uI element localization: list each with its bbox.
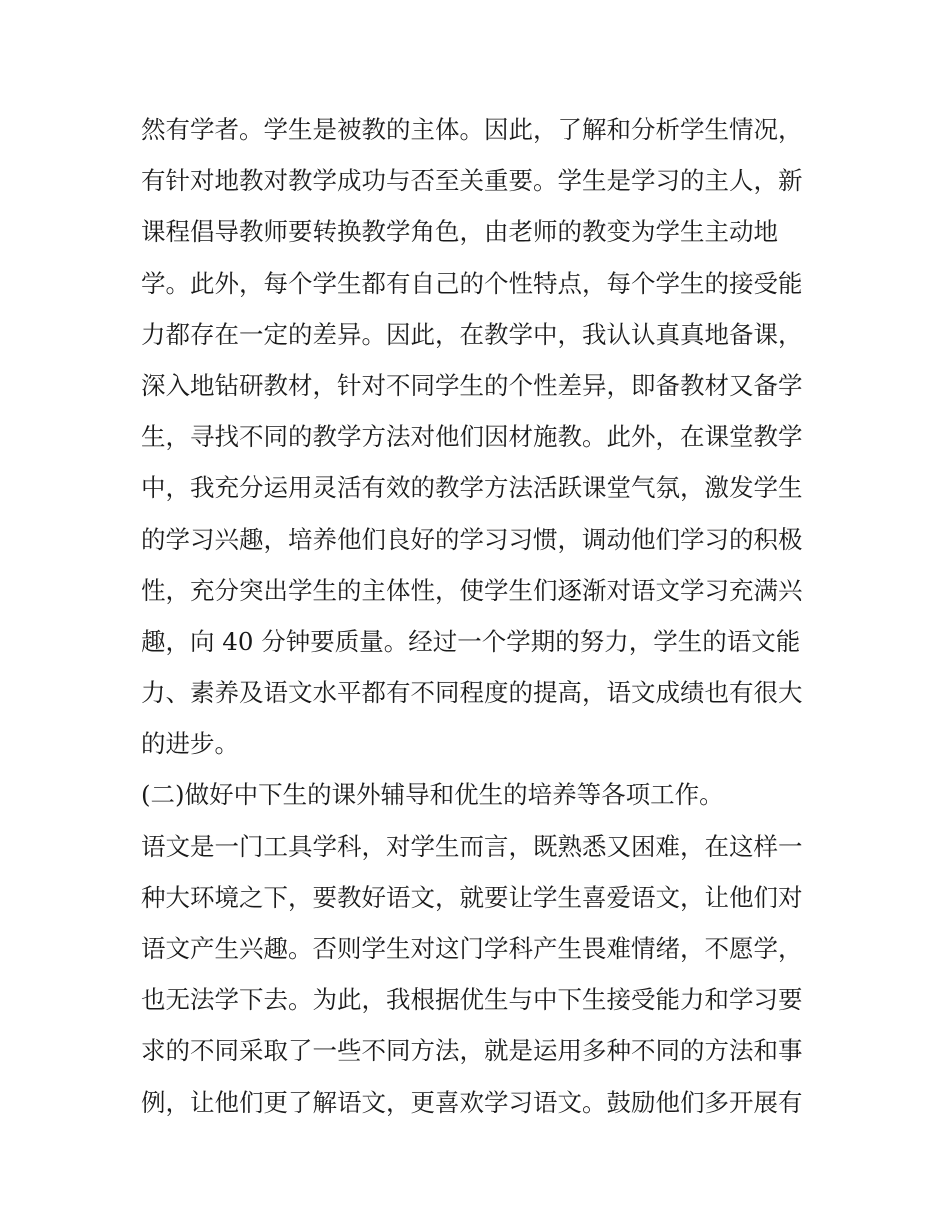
text-line: 也无法学下去。为此，我根据优生与中下生接受能力和学习要	[141, 985, 803, 1015]
text-line: 性，充分突出学生的主体性，使学生们逐渐对语文学习充满兴	[141, 575, 803, 605]
text-line: 有针对地教对教学成功与否至关重要。学生是学习的主人，新	[141, 166, 803, 196]
text-line: 中，我充分运用灵活有效的教学方法活跃课堂气氛，激发学生	[141, 473, 803, 503]
text-line: 求的不同采取了一些不同方法，就是运用多种不同的方法和事	[141, 1036, 803, 1066]
text-line: 例，让他们更了解语文，更喜欢学习语文。鼓励他们多开展有	[141, 1087, 803, 1117]
text-line: 深入地钻研教材，针对不同学生的个性差异，即备教材又备学	[141, 370, 803, 400]
text-line: 种大环境之下，要教好语文，就要让学生喜爱语文，让他们对	[141, 882, 803, 912]
text-line: 的进步。	[141, 729, 239, 759]
text-line: 趣，向 40 分钟要质量。经过一个学期的努力，学生的语文能	[141, 626, 801, 656]
text-line: 学。此外，每个学生都有自己的个性特点，每个学生的接受能	[141, 268, 803, 298]
text-line: 语文是一门工具学科，对学生而言，既熟悉又困难，在这样一	[141, 831, 803, 861]
text-line: 课程倡导教师要转换教学角色，由老师的教变为学生主动地	[141, 217, 778, 247]
section-heading: (二)做好中下生的课外辅导和优生的培养等各项工作。	[141, 780, 724, 810]
body-text	[141, 104, 816, 1128]
text-line: 生，寻找不同的教学方法对他们因材施教。此外，在课堂教学	[141, 422, 803, 452]
text-line: 语文产生兴趣。否则学生对这门学科产生畏难情绪，不愿学，	[141, 934, 803, 963]
text-line: 然有学者。学生是被教的主体。因此，了解和分析学生情况，	[141, 115, 803, 144]
text-line: 的学习兴趣，培养他们良好的学习习惯，调动他们学习的积极	[141, 524, 803, 554]
text-line: 力都存在一定的差异。因此，在教学中，我认认真真地备课，	[141, 319, 803, 349]
text-line: 力、素养及语文水平都有不同程度的提高，语文成绩也有很大	[141, 678, 803, 708]
